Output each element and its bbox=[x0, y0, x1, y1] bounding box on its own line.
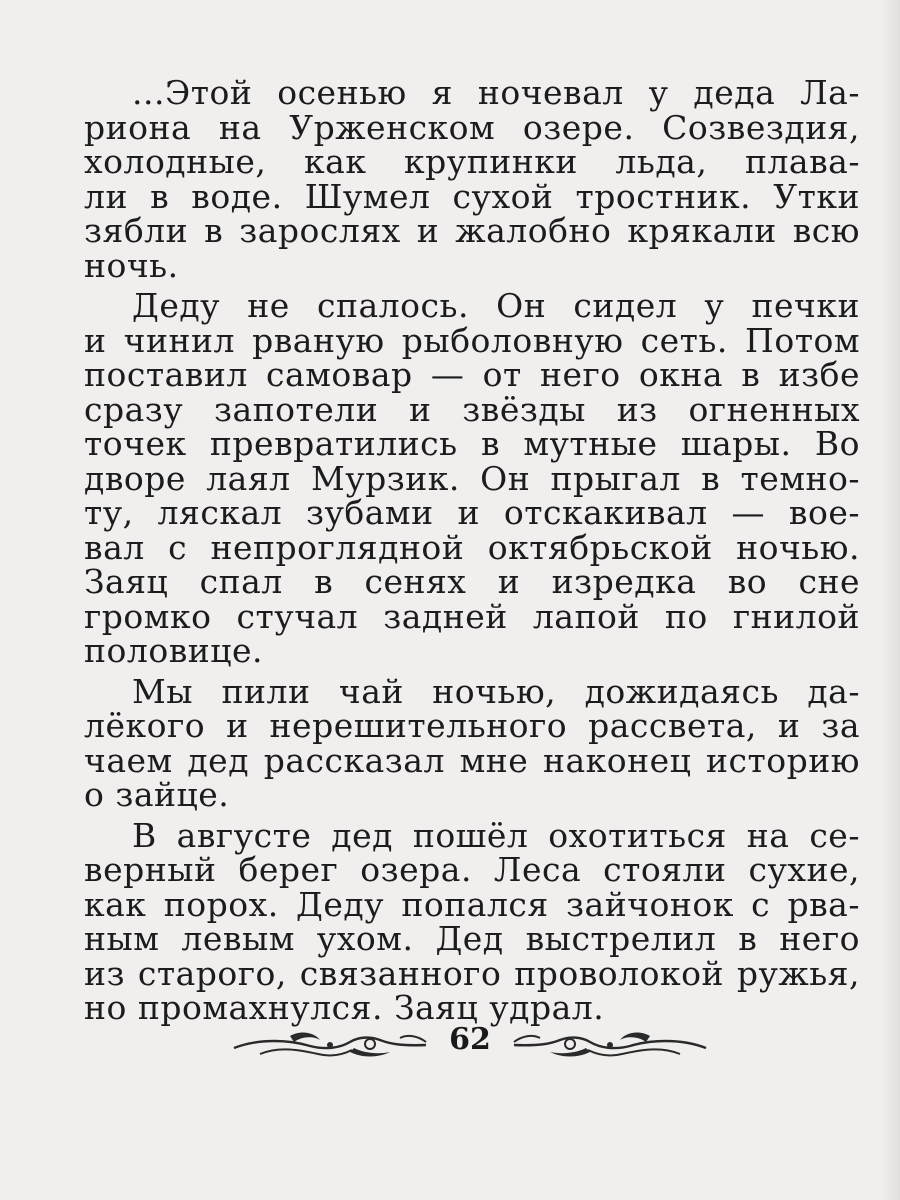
text-line: сразу запотели и звёзды из огненных bbox=[84, 389, 860, 429]
text-line: дворе лаял Мурзик. Он прыгал в темно- bbox=[84, 458, 860, 498]
text-line: лёкого и нерешительного рассвета, и за bbox=[84, 706, 860, 745]
flourish-left-icon bbox=[230, 1028, 440, 1062]
text-line: В августе дед пошёл охотиться на се- bbox=[132, 815, 860, 855]
text-line: верный берег озера. Леса стояли сухие, bbox=[84, 850, 860, 889]
text-line: ...Этой осенью я ночевал у деда Ла- bbox=[132, 73, 860, 112]
text-line: поставил самовар — от него окна в избе bbox=[84, 355, 860, 394]
text-body bbox=[84, 73, 860, 1027]
text-line: ным левым ухом. Дед выстрелил в него bbox=[84, 919, 860, 958]
text-line: чаем дед рассказал мне наконец историю bbox=[84, 740, 860, 780]
text-line: вал с непроглядной октябрьской ночью. bbox=[84, 527, 860, 567]
page-number: 62 bbox=[449, 1022, 491, 1057]
text-line: ли в воде. Шумел сухой тростник. Утки bbox=[84, 176, 860, 216]
page-footer bbox=[230, 1020, 710, 1070]
paragraph-1 bbox=[84, 73, 860, 285]
text-line: Заяц спал в сенях и изредка во сне bbox=[84, 562, 860, 601]
text-line: но промахнулся. Заяц удрал. bbox=[84, 988, 605, 1027]
text-line: зябли в зарослях и жалобно крякали всю bbox=[84, 211, 860, 250]
text-line: точек превратились в мутные шары. Во bbox=[84, 424, 860, 463]
flourish-right-icon bbox=[500, 1028, 710, 1062]
text-line: как порох. Деду попался зайчонок с рва- bbox=[84, 884, 860, 924]
text-line: Деду не спалось. Он сидел у печки bbox=[132, 286, 860, 325]
text-line: о зайце. bbox=[84, 775, 230, 814]
paragraph-4 bbox=[84, 815, 860, 1027]
text-line: и чинил рваную рыболовную сеть. Потом bbox=[84, 320, 860, 360]
text-line: риона на Урженском озере. Созвездия, bbox=[84, 107, 860, 147]
text-line: половице. bbox=[84, 631, 264, 670]
text-line: холодные, как крупинки льда, плава- bbox=[84, 142, 860, 181]
text-line: из старого, связанного проволокой ружья, bbox=[84, 953, 860, 993]
text-line: Мы пили чай ночью, дожидаясь да- bbox=[132, 671, 860, 711]
text-line: ту, ляскал зубами и отскакивал — вое- bbox=[84, 493, 860, 532]
text-line: ночь. bbox=[84, 245, 179, 285]
paragraph-2 bbox=[84, 286, 860, 670]
paragraph-3 bbox=[84, 671, 860, 814]
text-line: громко стучал задней лапой по гнилой bbox=[84, 596, 860, 636]
